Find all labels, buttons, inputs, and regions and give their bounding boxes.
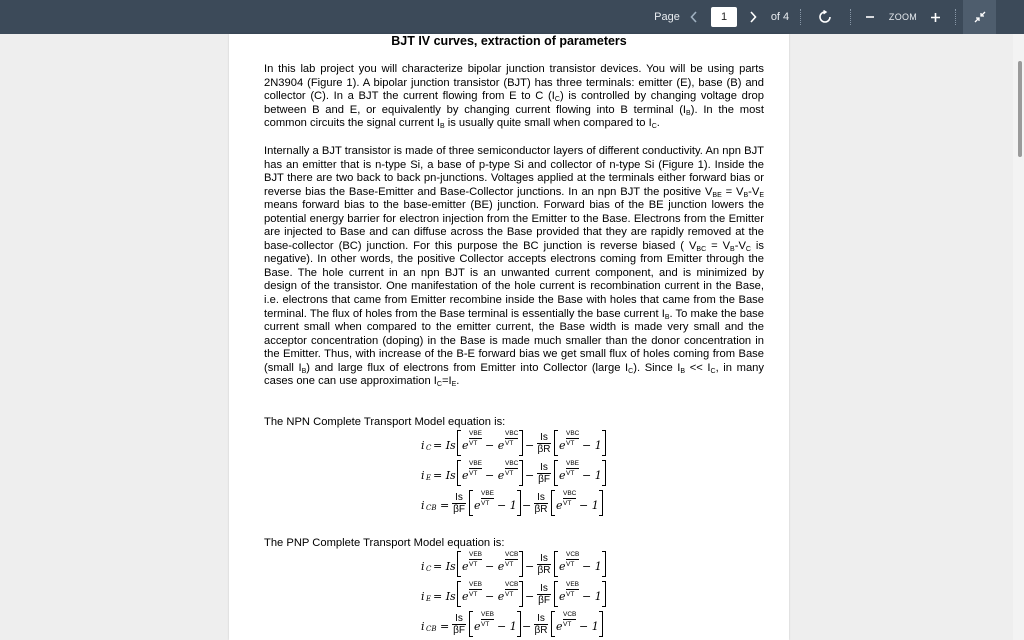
equation-lhs: i [421,439,425,452]
paragraph-intro-text: In this lab project you will characterize bipolar junction transistor devices. You will be using parts 2N3904 (Figure 1). A bipolar junction transistor (BJT) has three terminals: emitter (E), base (B) and collector (C). In a BJT the current flowing from E to C $(I_C)$ is controlled by changing voltage drop between B and E, or equivalently by changing current flowing into B terminal $(I_B)$. In the most common circuits the signal current $I_B$ is usually quite small when compared to $I_C$. [264,63,764,131]
equation-lhs-subscript: CB [426,504,437,512]
exp-base: e [462,560,469,573]
fraction [534,492,548,515]
fraction-line [566,468,579,469]
exponent-numerator: VCB [566,551,580,558]
minus-one: − 1 [582,469,602,482]
equals-is: = Is [433,439,456,452]
exponent [481,490,494,507]
fraction-line [566,438,579,439]
exponent [469,430,482,447]
equals-is: = Is [433,560,456,573]
minus-exp: − e [485,469,505,482]
fraction-numerator: Is [455,613,463,624]
left-bracket [551,490,555,516]
left-bracket [551,611,555,637]
right-bracket [519,581,523,607]
minus-sign: − [525,560,535,573]
exponent-denominator: VT [505,440,514,447]
fraction-line [563,619,576,620]
exp-base: e [474,620,481,633]
fraction-denominator: βR [537,565,551,576]
pdf-toolbar [0,0,1024,34]
fraction-numerator: Is [537,492,545,503]
fraction-denominator: βR [534,625,548,636]
fraction-line [505,438,518,439]
exponent-numerator: VBE [481,490,495,497]
exponent [563,490,576,507]
exponent-numerator: VCB [563,611,577,618]
fraction [537,583,551,606]
exponent [566,581,579,598]
zoom-label: ZOOM [888,12,918,22]
exponent [505,551,518,568]
exponent-denominator: VT [566,591,575,598]
exponent-denominator: VT [505,591,514,598]
total-pages-label: of 4 [770,11,790,23]
left-bracket [469,611,473,637]
fraction-numerator: Is [540,553,548,564]
left-bracket [554,430,558,456]
equation-lhs-subscript: CB [426,625,437,633]
exponent [505,460,518,477]
right-bracket [517,490,521,516]
exp-base: e [559,560,566,573]
exponent-numerator: VCB [505,551,519,558]
exit-fullscreen-button[interactable] [963,0,996,34]
fraction [537,462,551,485]
minus-sign: − [525,590,535,603]
toolbar-divider [955,9,957,25]
fraction-denominator: βF [453,625,465,636]
fraction-line [563,498,576,499]
fraction-line [469,438,482,439]
left-bracket [457,460,461,486]
exponent-numerator: VEB [469,581,483,588]
collapse-arrows-icon [973,10,987,24]
right-bracket [599,611,603,637]
exp-base: e [556,620,563,633]
zoom-in-button[interactable] [927,0,943,34]
exponent-numerator: VBE [469,430,483,437]
right-bracket [602,430,606,456]
pnp-heading: The PNP Complete Transport Model equation is: [264,537,505,549]
minus-sign: − [522,499,532,512]
exp-base: e [462,590,469,603]
minus-one: − 1 [582,439,602,452]
fraction-numerator: Is [540,432,548,443]
document-page [229,34,789,640]
fraction-denominator: βF [538,595,550,606]
toolbar-divider [800,9,802,25]
equation-lhs-subscript: E [426,595,432,603]
left-bracket [554,460,558,486]
equation-lhs: i [421,499,425,512]
fraction-denominator: βF [453,504,465,515]
paragraph-intro [264,63,764,131]
exp-base: e [559,590,566,603]
minus-exp: − e [485,590,505,603]
page-number-input[interactable]: 1 [711,7,737,27]
exponent-denominator: VT [566,561,575,568]
left-bracket [457,581,461,607]
exp-base: e [559,469,566,482]
equation-lhs-subscript: E [426,474,432,482]
exponent-denominator: VT [505,470,514,477]
paragraph-internal [264,145,764,389]
equation-lhs-subscript: C [426,565,432,573]
minus-one: − 1 [582,590,602,603]
document-title: BJT IV curves, extraction of parameters [391,34,627,48]
right-bracket [602,460,606,486]
minus-sign: − [525,439,535,452]
fraction-denominator: βR [537,444,551,455]
fraction-line [505,589,518,590]
equation-lhs: i [421,560,425,573]
exponent [469,460,482,477]
fraction-line [469,468,482,469]
fraction-line [566,559,579,560]
right-bracket [519,460,523,486]
previous-page-button[interactable] [686,0,702,34]
exponent-numerator: VBC [566,430,580,437]
exponent-denominator: VT [481,621,490,628]
equals-sign: = [440,620,450,633]
fraction-numerator: Is [540,462,548,473]
right-bracket [602,581,606,607]
equals-sign: = [440,499,450,512]
fraction [452,492,466,515]
exponent-numerator: VBC [505,460,519,467]
minus-one: − 1 [579,499,599,512]
minus-icon [865,12,875,22]
minus-one: − 1 [497,499,517,512]
exponent [566,430,579,447]
minus-one: − 1 [579,620,599,633]
exponent [481,611,494,628]
exp-base: e [556,499,563,512]
equation-lhs-subscript: C [426,444,432,452]
fraction-line [566,589,579,590]
exponent-numerator: VBC [563,490,577,497]
equals-is: = Is [433,469,456,482]
fraction [534,613,548,636]
right-bracket [517,611,521,637]
exponent-numerator: VEB [481,611,495,618]
fraction-line [505,559,518,560]
fraction-numerator: Is [455,492,463,503]
exponent [469,551,482,568]
rotate-button[interactable] [814,0,836,34]
fraction-line [505,468,518,469]
exponent-numerator: VCB [505,581,519,588]
equation-lhs: i [421,590,425,603]
exponent-denominator: VT [469,591,478,598]
exponent [563,611,576,628]
right-bracket [519,551,523,577]
exponent [505,430,518,447]
exponent-denominator: VT [469,440,478,447]
toolbar-divider [850,9,852,25]
right-bracket [599,490,603,516]
minus-sign: − [525,469,535,482]
paragraph-internal-text: Internally a BJT transistor is made of three semiconductor layers of different conductivity. An npn BJT has an emitter that is n-type Si, a base of p-type Si and collector of n-type Si (Figure 1). Inside the BJT there are two back to back pn-junctions. Voltages applied at the terminals either forward bias or reverse bias the Base-Emitter and Base-Collector junctions. In an npn BJT the positive $V_{BE} = V_B-V_E$ means forward bias to the base-emitter (BE) junction. Forward bias of the BE junction lowers the potential energy barrier for electron injection from the Emitter to the Base. Electrons from the Emitter are injected to Base and can diffuse across the Base provided that they are rapidly removed at the base-collector (BC) junction. For this purpose the BC junction is reverse biased ( $V_{BC} = V_B-V_C$ is negative). In other words, the positive Collector accepts electrons coming from Emitter through the Base. The hole current in an npn BJT is an unwanted current component, and is minimized by design of the transistor. One manifestation of the hole current is recombination current in the Base, i.e. electrons that came from Emitter recombine inside the Base with holes that came from the Base terminal. The flux of holes from the Base terminal is essentially the base current $I_B$. To make the base current small when compared to the emitter current, the Base width is made very small and the acceptor concentration (doping) in the Base is made much smaller than the donor concentration in the Emitter. Thus, with increase of the B-E forward bias we get small flux of holes coming from Base (small $I_B$) and large flux of electrons from Emitter into Collector (large $I_C$). Since $I_B << I_C$, in many cases one can use approximation $I_C=I_E$. [264,145,764,389]
equals-is: = Is [433,590,456,603]
minus-sign: − [522,620,532,633]
exponent-numerator: VBE [566,460,580,467]
fraction [537,553,551,576]
exponent-numerator: VBE [469,460,483,467]
fraction-numerator: Is [540,583,548,594]
exponent [505,581,518,598]
exponent-numerator: VEB [566,581,580,588]
exponent [566,551,579,568]
left-bracket [457,551,461,577]
chevron-left-icon [690,11,698,23]
rotate-icon [818,10,832,24]
exponent-denominator: VT [469,561,478,568]
left-bracket [457,430,461,456]
right-bracket [519,430,523,456]
minus-exp: − e [485,560,505,573]
page-label: Page [654,11,680,23]
scrollbar-thumb[interactable] [1018,61,1022,157]
left-bracket [554,581,558,607]
chevron-right-icon [749,11,757,23]
exponent-denominator: VT [481,500,490,507]
right-bracket [602,551,606,577]
exponent-denominator: VT [566,470,575,477]
exponent-denominator: VT [566,440,575,447]
fraction-denominator: βF [538,474,550,485]
exp-base: e [462,439,469,452]
left-bracket [554,551,558,577]
minus-one: − 1 [582,560,602,573]
plus-icon [930,12,941,23]
fraction-line [481,619,494,620]
exponent-numerator: VEB [469,551,483,558]
exponent [469,581,482,598]
exponent-denominator: VT [505,561,514,568]
exp-base: e [462,469,469,482]
fraction-numerator: Is [537,613,545,624]
fraction-line [469,589,482,590]
exp-base: e [474,499,481,512]
exponent-numerator: VBC [505,430,519,437]
fraction [537,432,551,455]
equation-lhs: i [421,469,425,482]
exponent-denominator: VT [563,621,572,628]
npn-heading: The NPN Complete Transport Model equation is: [264,416,506,428]
minus-exp: − e [485,439,505,452]
next-page-button[interactable] [745,0,761,34]
exp-base: e [559,439,566,452]
zoom-out-button[interactable] [862,0,878,34]
minus-one: − 1 [497,620,517,633]
exponent-denominator: VT [469,470,478,477]
fraction-line [481,498,494,499]
exponent-denominator: VT [563,500,572,507]
exponent [566,460,579,477]
fraction-denominator: βR [534,504,548,515]
fraction-line [469,559,482,560]
fraction [452,613,466,636]
equation-lhs: i [421,620,425,633]
left-bracket [469,490,473,516]
